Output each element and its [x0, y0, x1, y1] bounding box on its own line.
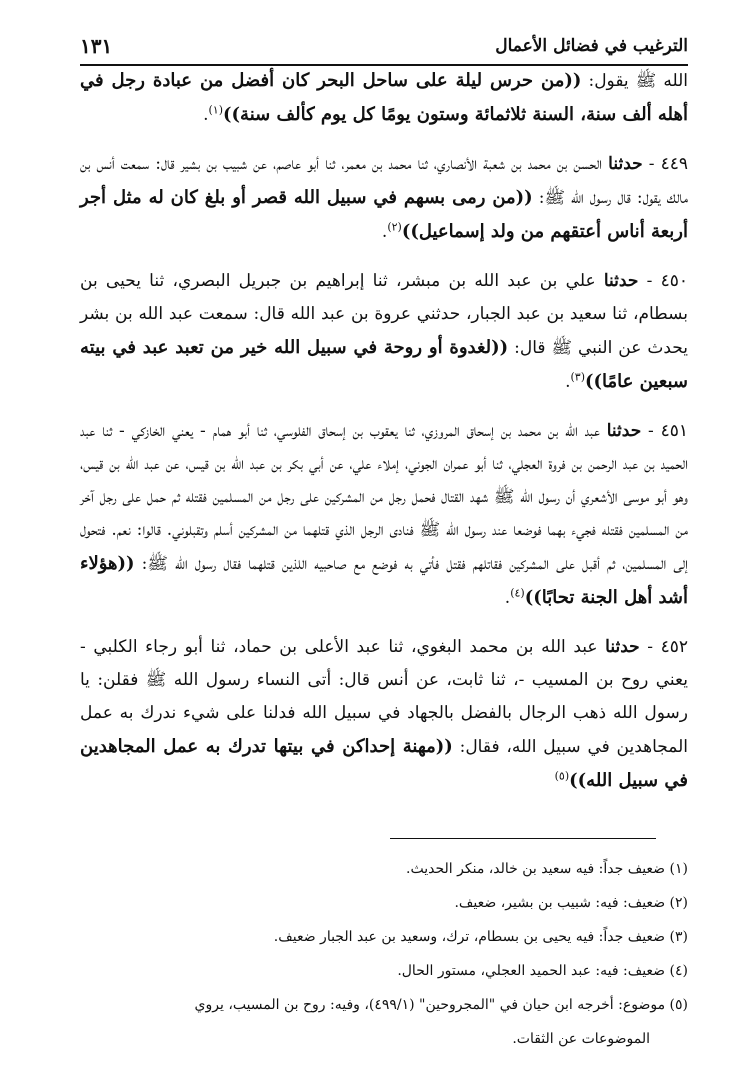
hadith-text: ((هؤلاء أشد أهل الجنة تحابًا)) — [80, 553, 688, 608]
paragraph-end: . — [504, 588, 511, 608]
footnote-label: (٥) — [669, 997, 688, 1013]
paragraph-end: . — [203, 105, 209, 125]
footnotes — [80, 852, 688, 1056]
hadith-text: ((مهنة إحداكن في بيتها تدرك به عمل المجاهدين في سبيل الله)) — [80, 736, 688, 791]
footnote-text: ضعيف جداً: فيه سعيد بن خالد، منكر الحديث. — [406, 861, 666, 877]
footnote-text: ضعيف: فيه: شبيب بن بشير، ضعيف. — [454, 895, 666, 911]
chain-lead: حدثنا — [606, 421, 642, 441]
running-title: الترغيب في فضائل الأعمال — [495, 36, 688, 56]
footnote-text: موضوع: أخرجه ابن حيان في "المجروحين" (٤٩٩/١)، وفيه: روح بن المسيب، يروي — [194, 997, 666, 1013]
hadith-number: ٤٤٩ - — [648, 154, 688, 174]
paragraph-end: . — [565, 372, 571, 392]
narration-text: الحسن بن محمد بن شعبة الأنصاري، ثنا محمد بن معمر، ثنا أبو عاصم، عن شبيب بن بشير قال: سمعت أنس بن مالك يقول: قال رسول الله ﷺ: — [80, 154, 688, 208]
narration-text: عبد الله بن محمد البغوي، ثنا عبد الأعلى بن حماد، ثنا أبو رجاء الكلبي - يعني روح بن المسيب -، ثنا ثابت، عن أنس قال: أتى النساء رسول الله ﷺ فقلن: يا رسول الله ذهب الرجال بالفضل بالجهاد في سبيل الله فدلنا على شيء ندرك به عمل المجاهدين في سبيل الله، فقال: — [80, 637, 688, 757]
hadith-text: ((لغدوة أو روحة في سبيل الله خير من تعبد عبد في بيته سبعين عامًا)) — [80, 337, 688, 392]
chain-lead: حدثنا — [603, 271, 639, 291]
footnote-ref: (٣) — [570, 370, 586, 384]
footnote-text: ضعيف: فيه: عبد الحميد العجلي، مستور الحال. — [397, 963, 666, 979]
hadith-text: ((من حرس ليلة على ساحل البحر كان أفضل من عبادة رجل في أهله ألف سنة، السنة ثلاثمائة وستون يومًا كل يوم كألف سنة)) — [80, 70, 688, 125]
footnote-label: (٤) — [669, 963, 688, 979]
footnote-ref: (٥) — [554, 769, 570, 783]
footnote-3 — [80, 920, 688, 954]
hadith-number: ٤٥٢ - — [647, 637, 689, 657]
footnote-ref: (١) — [208, 103, 224, 117]
footnote-ref: (٢) — [387, 220, 402, 234]
hadith-number: ٤٥٠ - — [646, 271, 688, 291]
footnote-1 — [80, 852, 688, 886]
paragraph-end: . — [381, 222, 388, 242]
paragraph-452 — [80, 631, 688, 798]
footnote-5 — [80, 988, 688, 1056]
footnote-separator — [390, 838, 656, 839]
page-body — [80, 64, 688, 809]
footnote-2 — [80, 886, 688, 920]
narration-text: الله ﷺ يقول: — [581, 71, 688, 91]
footnote-ref: (٤) — [510, 586, 525, 600]
footnote-text: ضعيف جداً: فيه يحيى بن بسطام، ترك، وسعيد بن عبد الجبار ضعيف. — [273, 929, 666, 945]
paragraph-continuation — [80, 64, 688, 132]
paragraph-449 — [80, 148, 688, 249]
chain-lead: حدثنا — [608, 154, 643, 174]
footnote-label: (٢) — [669, 895, 688, 911]
narration-text: عبد الله بن محمد بن إسحاق المروزي، ثنا يعقوب بن إسحاق الفلوسي، ثنا أبو همام - يعني الخازكي - ثنا عبد الحميد بن عبد الرحمن بن فروة العجلي، ثنا أبو عمران الجوني، إملاء علي، عن أبي بكر بن عبد الله بن قيس، عن عبد الله بن قيس، وهو أبو موسى الأشعري أن رسول الله ﷺ شهد القتال فحمل رجل من المشركين على رجل من المسلمين فقتله ثم حمل على رجل آخر من المسلمين فقتله فجيء بهما فوضعا عند رسول الله ﷺ فنادى الرجل الذي قتلهما من المشركين أسلم وتقبلوني. قالوا: نعم. فتحول إلى المسلمين، ثم أقبل على المشركين فقاتلهم فقتل فأتي به فوضع مع صاحبيه اللذين قتلهما فقال رسول الله ﷺ: — [80, 421, 688, 574]
paragraph-451 — [80, 415, 688, 615]
paragraph-450 — [80, 265, 688, 399]
page-header — [80, 30, 688, 66]
footnote-label: (٣) — [669, 929, 688, 945]
page-number: ١٣١ — [80, 34, 113, 58]
footnote-4 — [80, 954, 688, 988]
hadith-text: ((من رمى بسهم في سبيل الله قصر أو بلغ كان له مثل أجر أربعة أناس أعتقهم من ولد إسماعيل)) — [80, 187, 688, 242]
footnote-continuation: الموضوعات عن الثقات. — [512, 1031, 650, 1047]
footnote-label: (١) — [669, 861, 688, 877]
chain-lead: حدثنا — [605, 637, 640, 657]
hadith-number: ٤٥١ - — [648, 421, 688, 441]
narration-text: علي بن عبد الله بن مبشر، ثنا إبراهيم بن جبريل البصري، ثنا يحيى بن بسطام، ثنا سعيد بن عبد الجبار، حدثني عروة بن عبد الله قال: سمعت عبد الله بن بشر يحدث عن النبي ﷺ قال: — [80, 271, 688, 358]
